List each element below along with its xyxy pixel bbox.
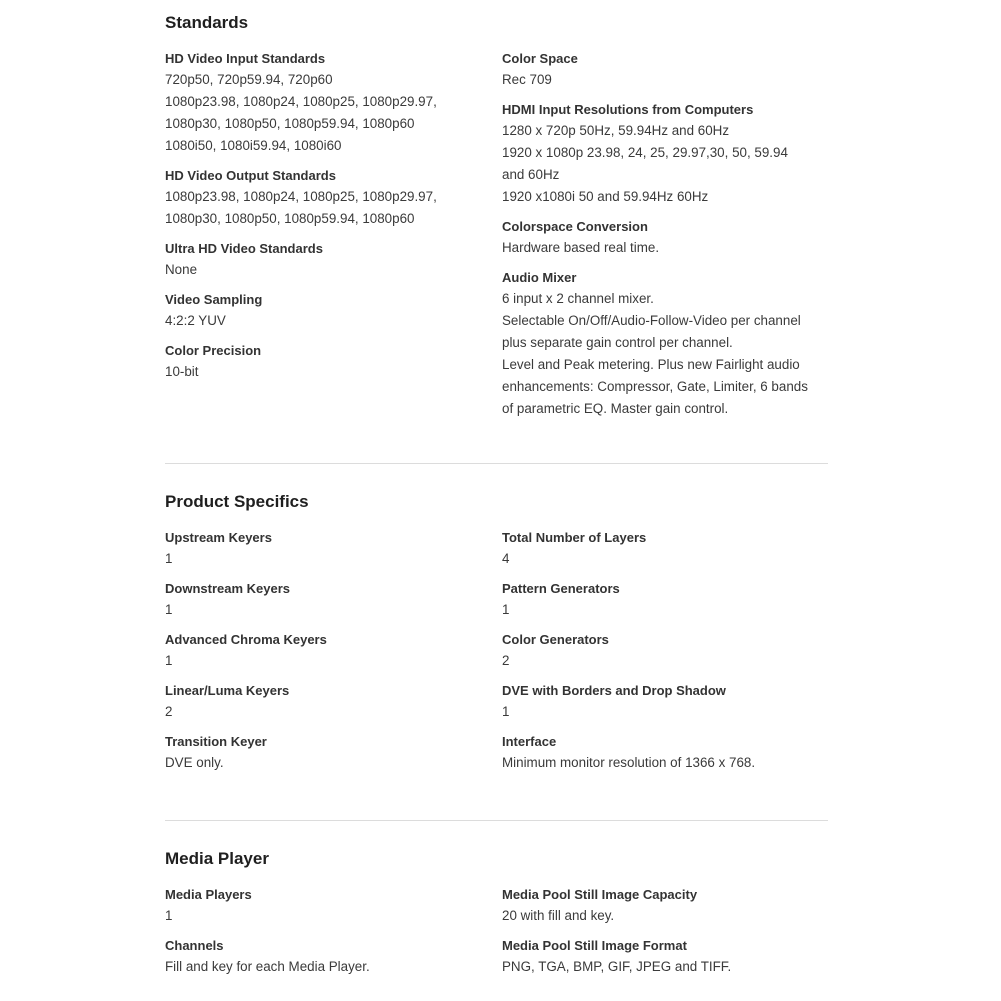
spec-value bbox=[502, 237, 828, 259]
spec-label: Video Sampling bbox=[165, 292, 263, 307]
spec-value-line: 4 bbox=[502, 551, 510, 566]
section-divider bbox=[165, 463, 828, 464]
spec-label: Transition Keyer bbox=[165, 734, 267, 749]
spec-value-line: Minimum monitor resolution of 1366 x 768. bbox=[502, 755, 756, 770]
spec-value bbox=[502, 752, 828, 774]
spec-value bbox=[502, 905, 828, 927]
spec-value-line: 1080p30, 1080p50, 1080p59.94, 1080p60 bbox=[165, 211, 415, 226]
spec-value-line: 2 bbox=[502, 653, 510, 668]
spec-value bbox=[502, 69, 828, 91]
spec-upstream-keyers bbox=[165, 528, 502, 570]
section-media-player bbox=[165, 848, 828, 987]
spec-label: Interface bbox=[502, 734, 557, 749]
spec-value-line: 720p50, 720p59.94, 720p60 bbox=[165, 72, 333, 87]
spec-label: Color Precision bbox=[165, 343, 262, 358]
spec-channels bbox=[165, 936, 502, 978]
spec-value bbox=[165, 650, 502, 672]
spec-media-pool-still-image-format bbox=[502, 936, 828, 978]
spec-column-left bbox=[165, 528, 502, 783]
spec-value-line: 1 bbox=[502, 704, 510, 719]
section-title: Product Specifics bbox=[165, 492, 309, 511]
spec-value-line: 1280 x 720p 50Hz, 59.94Hz and 60Hz bbox=[502, 123, 730, 138]
spec-value-line: Hardware based real time. bbox=[502, 240, 660, 255]
spec-video-sampling bbox=[165, 290, 502, 332]
spec-value bbox=[502, 599, 828, 621]
spec-hdmi-input-resolutions bbox=[502, 100, 828, 208]
spec-label: Downstream Keyers bbox=[165, 581, 290, 596]
section-product-specifics bbox=[165, 491, 828, 783]
spec-value bbox=[165, 310, 502, 332]
spec-value bbox=[165, 956, 502, 978]
spec-value-line: 1080i50, 1080i59.94, 1080i60 bbox=[165, 138, 342, 153]
spec-value-line: 1080p23.98, 1080p24, 1080p25, 1080p29.97, bbox=[165, 189, 437, 204]
spec-downstream-keyers bbox=[165, 579, 502, 621]
spec-label: Channels bbox=[165, 938, 224, 953]
spec-value-line: DVE only. bbox=[165, 755, 224, 770]
spec-label: Total Number of Layers bbox=[502, 530, 647, 545]
spec-value-line: Selectable On/Off/Audio-Follow-Video per channel bbox=[502, 313, 801, 328]
spec-column-right bbox=[502, 885, 828, 987]
spec-color-generators bbox=[502, 630, 828, 672]
spec-label: Audio Mixer bbox=[502, 270, 577, 285]
spec-value-line: plus separate gain control per channel. bbox=[502, 335, 733, 350]
spec-label: Ultra HD Video Standards bbox=[165, 241, 323, 256]
section-divider bbox=[165, 820, 828, 821]
spec-column-right bbox=[502, 528, 828, 783]
spec-media-players bbox=[165, 885, 502, 927]
spec-value bbox=[502, 120, 828, 208]
spec-value-line: 1 bbox=[502, 602, 510, 617]
spec-label: Color Generators bbox=[502, 632, 609, 647]
spec-value bbox=[502, 288, 828, 420]
spec-audio-mixer bbox=[502, 268, 828, 420]
spec-value-line: 1 bbox=[165, 908, 173, 923]
spec-label: Color Space bbox=[502, 51, 578, 66]
spec-label: Media Pool Still Image Capacity bbox=[502, 887, 698, 902]
section-title: Media Player bbox=[165, 849, 269, 868]
spec-value-line: PNG, TGA, BMP, GIF, JPEG and TIFF. bbox=[502, 959, 732, 974]
spec-value bbox=[165, 259, 502, 281]
spec-columns bbox=[165, 885, 828, 987]
spec-columns bbox=[165, 49, 828, 429]
spec-label: Advanced Chroma Keyers bbox=[165, 632, 327, 647]
spec-column-left bbox=[165, 49, 502, 429]
section-standards bbox=[165, 12, 828, 429]
spec-label: Pattern Generators bbox=[502, 581, 620, 596]
spec-label: HD Video Output Standards bbox=[165, 168, 336, 183]
spec-hd-video-output-standards bbox=[165, 166, 502, 230]
spec-value-line: Fill and key for each Media Player. bbox=[165, 959, 370, 974]
spec-color-precision bbox=[165, 341, 502, 383]
spec-interface bbox=[502, 732, 828, 774]
spec-color-space bbox=[502, 49, 828, 91]
spec-value bbox=[165, 752, 502, 774]
spec-linear-luma-keyers bbox=[165, 681, 502, 723]
spec-label: Linear/Luma Keyers bbox=[165, 683, 290, 698]
spec-value bbox=[165, 69, 502, 157]
spec-value bbox=[165, 186, 502, 230]
spec-value-line: and 60Hz bbox=[502, 167, 560, 182]
spec-pattern-generators bbox=[502, 579, 828, 621]
spec-value bbox=[165, 548, 502, 570]
spec-value-line: Level and Peak metering. Plus new Fairlight audio bbox=[502, 357, 800, 372]
spec-total-number-of-layers bbox=[502, 528, 828, 570]
spec-value bbox=[165, 599, 502, 621]
spec-value-line: 4:2:2 YUV bbox=[165, 313, 226, 328]
spec-colorspace-conversion bbox=[502, 217, 828, 259]
spec-value-line: 2 bbox=[165, 704, 173, 719]
spec-ultra-hd-video-standards bbox=[165, 239, 502, 281]
spec-value bbox=[165, 905, 502, 927]
spec-label: Colorspace Conversion bbox=[502, 219, 648, 234]
section-title: Standards bbox=[165, 13, 249, 32]
spec-advanced-chroma-keyers bbox=[165, 630, 502, 672]
spec-value-line: 6 input x 2 channel mixer. bbox=[502, 291, 654, 306]
spec-value-line: 1920 x1080i 50 and 59.94Hz 60Hz bbox=[502, 189, 709, 204]
spec-value-line: 1080p30, 1080p50, 1080p59.94, 1080p60 bbox=[165, 116, 415, 131]
spec-value bbox=[502, 548, 828, 570]
spec-transition-keyer bbox=[165, 732, 502, 774]
spec-value-line: 1 bbox=[165, 602, 173, 617]
spec-value-line: 10-bit bbox=[165, 364, 199, 379]
spec-label: HDMI Input Resolutions from Computers bbox=[502, 102, 754, 117]
spec-value-line: 20 with fill and key. bbox=[502, 908, 615, 923]
spec-value bbox=[502, 956, 828, 978]
spec-value bbox=[502, 650, 828, 672]
spec-value-line: 1 bbox=[165, 653, 173, 668]
spec-value-line: 1 bbox=[165, 551, 173, 566]
spec-value-line: enhancements: Compressor, Gate, Limiter, 6 bands bbox=[502, 379, 808, 394]
spec-label: Media Pool Still Image Format bbox=[502, 938, 687, 953]
spec-dve-borders-drop-shadow bbox=[502, 681, 828, 723]
spec-columns bbox=[165, 528, 828, 783]
spec-label: Upstream Keyers bbox=[165, 530, 272, 545]
spec-value-line: Rec 709 bbox=[502, 72, 552, 87]
spec-label: HD Video Input Standards bbox=[165, 51, 326, 66]
spec-column-right bbox=[502, 49, 828, 429]
spec-value-line: of parametric EQ. Master gain control. bbox=[502, 401, 729, 416]
spec-value-line: 1080p23.98, 1080p24, 1080p25, 1080p29.97, bbox=[165, 94, 437, 109]
spec-value-line: None bbox=[165, 262, 198, 277]
spec-value bbox=[502, 701, 828, 723]
spec-label: DVE with Borders and Drop Shadow bbox=[502, 683, 726, 698]
spec-column-left bbox=[165, 885, 502, 987]
spec-hd-video-input-standards bbox=[165, 49, 502, 157]
spec-value bbox=[165, 361, 502, 383]
spec-value-line: 1920 x 1080p 23.98, 24, 25, 29.97,30, 50, 59.94 bbox=[502, 145, 788, 160]
spec-label: Media Players bbox=[165, 887, 252, 902]
spec-media-pool-still-image-capacity bbox=[502, 885, 828, 927]
spec-value bbox=[165, 701, 502, 723]
